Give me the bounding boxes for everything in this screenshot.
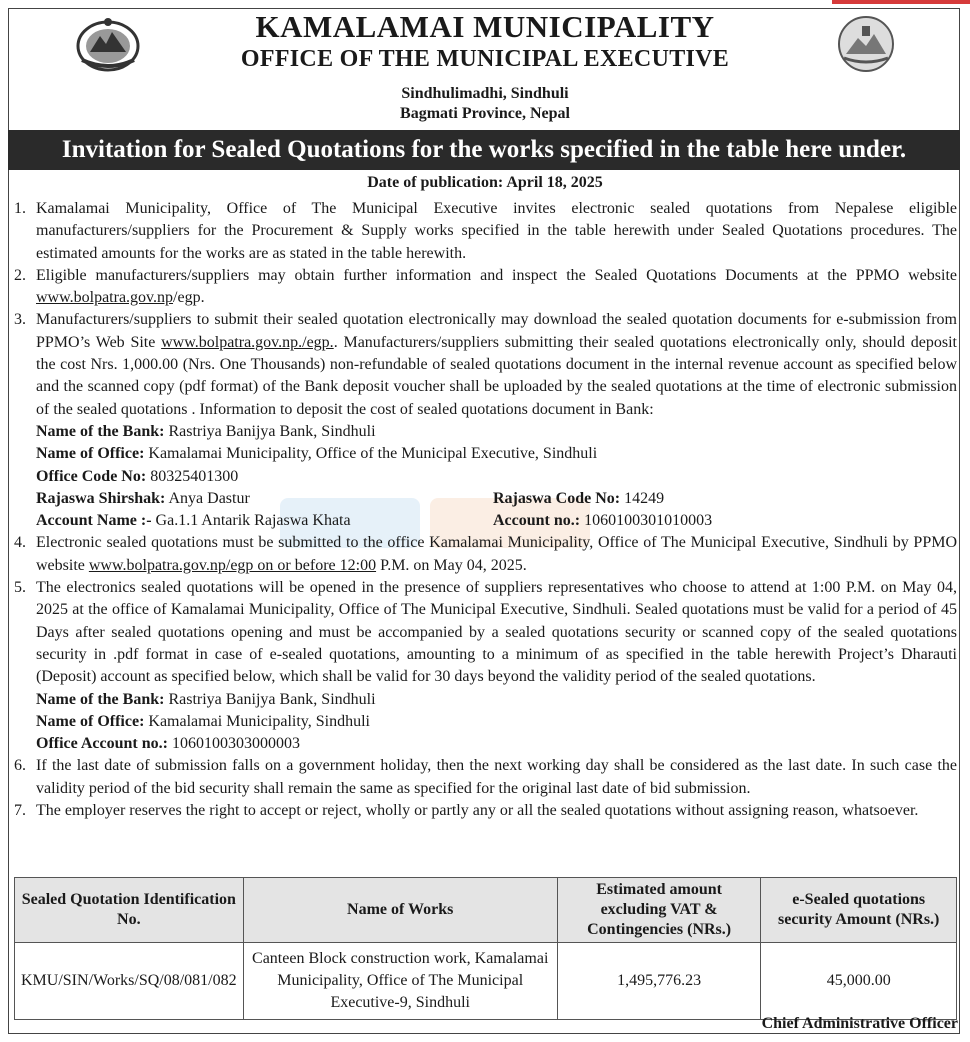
- field-value: Kamalamai Municipality, Sindhuli: [144, 712, 370, 730]
- cell-security: 45,000.00: [761, 943, 957, 1020]
- field-value: Anya Dastur: [165, 489, 250, 507]
- rajaswa-shirshak: [36, 488, 493, 510]
- submission-link[interactable]: www.bolpatra.gov.np/egp on or before 12:00: [88, 556, 377, 574]
- clause-6: [14, 755, 957, 800]
- clause-text: [36, 532, 957, 577]
- bolpatra-link[interactable]: www.bolpatra.gov.np: [36, 289, 174, 307]
- publication-date: Date of publication: April 18, 2025: [367, 174, 603, 191]
- field-label: Name of the Bank:: [36, 422, 165, 440]
- address-line-2: Bagmati Province, Nepal: [400, 105, 570, 122]
- clause-text: [36, 309, 957, 420]
- field-label: Name of the Bank:: [36, 690, 165, 708]
- clause-3: [14, 309, 957, 420]
- clause-text: The electronics sealed quotations will be opened in the presence of suppliers representatives who choose to attend at 1:00 P.M. on May 04, 2025 at the office of Kamalamai Municipality, Office of The Municipal Executive, Sindhuli. Sealed quotations must be valid for a period of 45 Days after sealed quotations opening and must be accompanied by a sealed quotations security or scanned copy of the sealed quotations security in .pdf format in case of e-sealed quotations, amounting to a minimum of as specified in the table herewith Project’s Dharauti (Deposit) account as specified below, which shall be valid for 30 days beyond the validity period of the sealed quotations.: [36, 579, 957, 686]
- cell-id: KMU/SIN/Works/SQ/08/081/082: [15, 943, 244, 1020]
- clause-number: 7.: [14, 802, 26, 820]
- field-value: Rastriya Banijya Bank, Sindhuli: [164, 422, 376, 440]
- field-label: Name of Office:: [36, 712, 145, 730]
- col-header-works: Name of Works: [243, 878, 557, 943]
- clause-text-part: . Manufacturers/suppliers submitting their sealed quotations electronically only, should deposit the cost Nrs. 1,000.00 (Nrs. One Thousands) non-refundable of sealed quotations document in the internal revenue account as specified below and the scanned copy (pdf format) of the Bank deposit voucher shall be uploaded by the sealed quotations at the time of electronic submission of the sealed quotations . Information to deposit the cost of sealed quotations document in Bank:: [36, 333, 957, 418]
- field-label: Office Code No:: [36, 467, 147, 485]
- rajaswa-row: [14, 488, 957, 510]
- clause-text-part: Manufacturers/suppliers to submit their sealed quotation electronically may download the sealed quotation documents for e-submission from PPMO’s Web Site: [36, 311, 957, 351]
- col-header-estimate: Estimated amount excluding VAT & Contingencies (NRs.): [557, 878, 761, 943]
- bank-name-row: [14, 421, 957, 443]
- clause-number: 3.: [14, 311, 26, 329]
- clause-text-part: P.M. on May 04, 2025.: [376, 556, 527, 574]
- clause-7: [14, 800, 957, 822]
- corner-accent: [832, 0, 970, 4]
- table-row: [15, 943, 957, 1020]
- clause-number: 5.: [14, 579, 26, 597]
- rajaswa-code: [493, 488, 950, 510]
- clause-text: [36, 265, 957, 310]
- field-value: 80325401300: [146, 467, 239, 485]
- field-value: Kamalamai Municipality, Office of the Municipal Executive, Sindhuli: [144, 445, 598, 463]
- bolpatra-egp-link[interactable]: www.bolpatra.gov.np./egp.: [161, 333, 334, 351]
- account-name: [36, 510, 493, 532]
- field-label: Rajaswa Code No:: [493, 489, 621, 507]
- field-label: Rajaswa Shirshak:: [36, 489, 166, 507]
- clause-number: 6.: [14, 757, 26, 775]
- cell-estimate: 1,495,776.23: [557, 943, 761, 1020]
- field-value: Ga.1.1 Antarik Rajaswa Khata: [151, 512, 351, 530]
- clause-text-part: /egp.: [173, 289, 205, 307]
- field-value: 1060100301010003: [580, 512, 713, 530]
- office-account-row: [14, 733, 957, 755]
- office-code-row: [14, 466, 957, 488]
- account-row: [14, 510, 957, 532]
- field-label: Account no.:: [493, 512, 581, 530]
- masthead: [0, 10, 970, 124]
- field-label: Account Name :-: [36, 512, 152, 530]
- account-number: [493, 510, 950, 532]
- clause-text: Kamalamai Municipality, Office of The Municipal Executive invites electronic sealed quotations from Nepalese eligible manufacturers/suppliers for the Procurement & Supply works specified in the table herewith under Sealed Quotations procedures. The estimated amounts for the works are as stated in the table herewith.: [36, 200, 957, 262]
- clause-5: [14, 577, 957, 688]
- field-label: Name of Office:: [36, 445, 145, 463]
- field-label: Office Account no.:: [36, 735, 168, 753]
- municipality-title: KAMALAMAI MUNICIPALITY: [255, 9, 715, 44]
- clause-4: [14, 532, 957, 577]
- clause-2: [14, 265, 957, 310]
- works-table-wrapper: [14, 877, 957, 1020]
- field-value: Rastriya Banijya Bank, Sindhuli: [164, 690, 376, 708]
- clause-number: 4.: [14, 534, 26, 552]
- office2-name-row: [14, 711, 957, 733]
- office-title: OFFICE OF THE MUNICIPAL EXECUTIVE: [240, 46, 730, 72]
- table-header-row: [15, 878, 957, 943]
- field-value: 1060100303000003: [167, 735, 300, 753]
- works-table: [14, 877, 957, 1020]
- notice-body: [14, 198, 957, 822]
- signatory: Chief Administrative Officer: [761, 1015, 958, 1032]
- field-value: 14249: [620, 489, 665, 507]
- cell-works: Canteen Block construction work, Kamalamai Municipality, Office of The Municipal Executive-9, Sindhuli: [243, 943, 557, 1020]
- clause-1: [14, 198, 957, 265]
- bank2-name-row: [14, 689, 957, 711]
- address-line-1: Sindhulimadhi, Sindhuli: [401, 85, 569, 102]
- clause-text: If the last date of submission falls on a government holiday, then the next working day shall be considered as the last date. In such case the validity period of the bid security shall remain the same as specified for the original last date of bid submission.: [36, 757, 957, 797]
- clause-text-part: Electronic sealed quotations must be submitted to the office Kamalamai Municipality, Office of The Municipal Executive, Sindhuli by PPMO website: [36, 534, 957, 574]
- clause-text-part: Eligible manufacturers/suppliers may obtain further information and inspect the Sealed Quotations Documents at the PPMO website: [36, 266, 957, 284]
- invitation-banner: Invitation for Sealed Quotations for the works specified in the table here under.: [8, 130, 960, 170]
- clause-number: 1.: [14, 200, 26, 217]
- office-name-row: [14, 443, 957, 465]
- col-header-security: e-Sealed quotations security Amount (NRs.): [761, 878, 957, 943]
- clause-number: 2.: [14, 266, 26, 284]
- col-header-id: Sealed Quotation Identification No.: [15, 878, 244, 943]
- clause-text: The employer reserves the right to accept or reject, wholly or partly any or all the sealed quotations without assigning reason, whatsoever.: [36, 802, 919, 820]
